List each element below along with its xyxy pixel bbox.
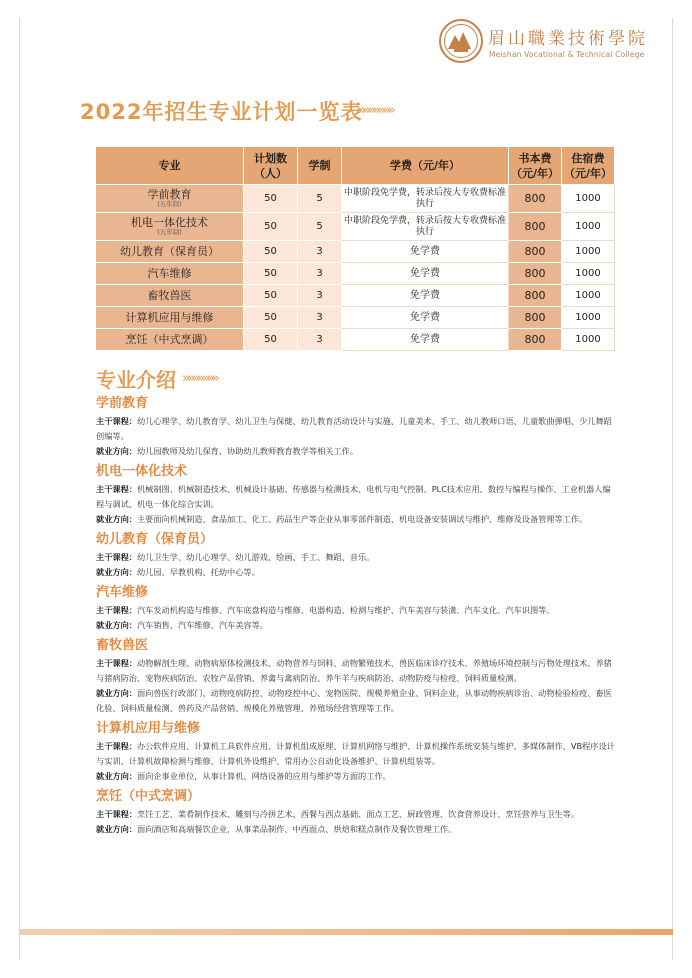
table-header-row [96, 147, 615, 185]
table-row [96, 285, 615, 307]
cell-years: 3 [298, 285, 342, 307]
college-name-cn: 眉山職業技術學院 [488, 29, 648, 49]
major-heading: 汽车维修 [96, 585, 149, 600]
cell-major [96, 213, 244, 241]
major-block [96, 637, 616, 716]
major-heading: 幼儿教育（保育员） [96, 532, 214, 547]
cell-major: 汽车维修 [96, 263, 244, 285]
cell-tuition: 免学费 [342, 329, 509, 351]
courses-label: 主干课程： [96, 658, 137, 668]
courses-label: 主干课程： [96, 416, 137, 426]
courses-label: 主干课程： [96, 605, 137, 615]
courses-label: 主干课程： [96, 809, 137, 819]
cell-major: 计算机应用与维修 [96, 307, 244, 329]
major-heading: 烹饪（中式烹调） [96, 789, 201, 804]
cell-major [96, 185, 244, 213]
tuition-note: 中职阶段免学费，转录后按大专收费标准执行 [343, 215, 506, 237]
cell-books: 800 [509, 185, 562, 213]
cell-major: 烹饪（中式烹调） [96, 329, 244, 351]
table-row [96, 329, 615, 351]
cell-dorm: 1000 [562, 285, 615, 307]
cell-tuition [342, 213, 509, 241]
footer-decoration-bar [19, 929, 673, 935]
col-header-major: 专业 [96, 147, 244, 185]
major-heading: 学前教育 [96, 396, 149, 411]
career-label: 就业方向： [96, 771, 137, 781]
courses-text: 幼儿卫生学、幼儿心理学、幼儿游戏、绘画、手工、舞蹈、音乐。 [136, 552, 375, 562]
major-courses [96, 414, 616, 444]
cell-plan: 50 [244, 185, 298, 213]
table-row [96, 213, 615, 241]
cell-books: 800 [509, 241, 562, 263]
col-header-books: 书本费（元/年） [509, 147, 562, 185]
cell-tuition: 免学费 [342, 307, 509, 329]
college-name-en: Meishan Vocational & Technical College [489, 50, 645, 59]
courses-text: 机械制图、机械制造技术、机械设计基础、传感器与检测技术、电机与电气控制、PLC技术应用、数控与编程与操作、工业机器人编程与调试、机电一体化综合实训。 [96, 484, 611, 509]
cell-years: 3 [298, 241, 342, 263]
college-logo [438, 18, 648, 74]
courses-text: 汽车发动机构造与维修、汽车底盘构造与维修、电器构造、检测与维护、汽车美容与装潢、汽车文化、汽车识图等。 [136, 605, 555, 615]
cell-years: 5 [298, 185, 342, 213]
courses-text: 动物解剖生理、动物病原体检测技术、动物营养与饲料、动物繁殖技术、兽医临床诊疗技术、养殖场环境控制与污物处理技术、养猪与猪病防治、宠物疾病防治、农牧产品营销、养禽与禽病防治、养牛羊与疾病防治、动物防疫与检疫、饲料质量检测。 [96, 658, 612, 683]
cell-years: 3 [298, 329, 342, 351]
career-label: 就业方向： [96, 567, 137, 577]
major-block [96, 531, 616, 580]
cell-dorm: 1000 [562, 185, 615, 213]
cell-dorm: 1000 [562, 307, 615, 329]
major-block [96, 720, 616, 784]
cell-plan: 50 [244, 241, 298, 263]
courses-text: 幼儿心理学、幼儿教育学、幼儿卫生与保健、幼儿教育活动设计与实施、儿童美术、手工、幼儿教师口语、儿童歌曲弹唱、少儿舞蹈创编等。 [96, 416, 612, 441]
major-note: (五年制) [157, 200, 182, 208]
cell-plan: 50 [244, 263, 298, 285]
cell-tuition: 免学费 [342, 241, 509, 263]
courses-label: 主干课程： [96, 484, 137, 494]
cell-books: 800 [509, 213, 562, 241]
table-row [96, 307, 615, 329]
section-title: 专业介绍 [96, 368, 176, 392]
major-heading: 计算机应用与维修 [96, 721, 201, 736]
career-label: 就业方向： [96, 514, 137, 524]
tuition-note: 中职阶段免学费，转录后按大专收费标准执行 [343, 187, 506, 209]
career-text: 幼儿园教师及幼儿保育、协助幼儿教师教育教学等相关工作。 [136, 446, 359, 456]
major-career [96, 822, 616, 837]
major-career [96, 512, 616, 527]
cell-plan: 50 [244, 213, 298, 241]
cell-plan: 50 [244, 329, 298, 351]
major-block [96, 584, 616, 633]
cell-dorm: 1000 [562, 263, 615, 285]
courses-label: 主干课程： [96, 552, 137, 562]
cell-plan: 50 [244, 285, 298, 307]
enrollment-plan-table [95, 146, 615, 351]
table-row [96, 263, 615, 285]
courses-text: 烹饪工艺、菜肴制作技术、雕刻与冷拼艺术、西餐与西点基础、面点工艺、厨政管理、饮食营养设计、烹饪营养与卫生等。 [136, 809, 580, 819]
major-block [96, 395, 616, 459]
career-text: 面向酒店和高端餐饮企业，从事菜品制作、中西面点、烘焙和糕点制作及餐饮管理工作。 [136, 824, 457, 834]
cell-books: 800 [509, 263, 562, 285]
cell-tuition [342, 185, 509, 213]
career-text: 面向兽医行政部门、动物疫病防控、动物疫控中心、宠物医院、规模养殖企业、饲料企业，从事动物疾病诊治、动物检验检疫、畜医化验、饲料质量检测、兽药及产品营销、规模化养殖管理、养殖场经营管理等工作。 [96, 688, 612, 713]
major-courses [96, 656, 616, 686]
table-row [96, 241, 615, 263]
career-text: 幼儿园、早教机构、托幼中心等。 [136, 567, 260, 577]
career-label: 就业方向： [96, 824, 137, 834]
cell-major: 幼儿教育（保育员） [96, 241, 244, 263]
major-courses [96, 807, 616, 822]
cell-years: 3 [298, 307, 342, 329]
cell-years: 5 [298, 213, 342, 241]
col-header-years: 学制 [298, 147, 342, 185]
title-chevron-decoration: »»»»»»» [358, 103, 393, 118]
major-block [96, 463, 616, 527]
career-label: 就业方向： [96, 446, 137, 456]
major-career [96, 686, 616, 716]
major-name: 机电一体化技术 [131, 216, 208, 229]
cell-dorm: 1000 [562, 213, 615, 241]
col-header-plan: 计划数（人） [244, 147, 298, 185]
courses-label: 主干课程： [96, 741, 137, 751]
page-title: 2022年招生专业计划一览表 [80, 100, 363, 124]
cell-tuition: 免学费 [342, 263, 509, 285]
major-career [96, 618, 616, 633]
section-chevron-decoration: »»»»»»» [182, 371, 217, 386]
cell-years: 3 [298, 263, 342, 285]
major-note: (五年制) [157, 228, 182, 236]
major-introductions [96, 395, 616, 841]
career-label: 就业方向： [96, 688, 137, 698]
major-heading: 畜牧兽医 [96, 638, 149, 653]
courses-text: 办公软件应用、计算机工具软件应用、计算机组成原理、计算机网络与维护、计算机操作系统安装与维护、多媒体制作、VB程序设计与实训、计算机故障检测与维修、计算机外设维护、常用办公自动化设备维护、计算机组装等。 [96, 741, 615, 766]
career-text: 主要面向机械制造、食品加工、化工、药品生产等企业从事零部件制造、机电设备安装调试与维护、维修及设备管理等工作。 [136, 514, 588, 524]
cell-books: 800 [509, 329, 562, 351]
major-career [96, 565, 616, 580]
table-row [96, 185, 615, 213]
career-label: 就业方向： [96, 620, 137, 630]
cell-tuition: 免学费 [342, 285, 509, 307]
major-courses [96, 603, 616, 618]
major-courses [96, 739, 616, 769]
col-header-dorm: 住宿费（元/年） [562, 147, 615, 185]
major-courses [96, 482, 616, 512]
cell-dorm: 1000 [562, 241, 615, 263]
cell-plan: 50 [244, 307, 298, 329]
major-career [96, 769, 616, 784]
cell-dorm: 1000 [562, 329, 615, 351]
col-header-tuition: 学费（元/年） [342, 147, 509, 185]
cell-books: 800 [509, 285, 562, 307]
career-text: 面向企事业单位，从事计算机、网络设备的应用与维护等方面的工作。 [136, 771, 391, 781]
college-seal-icon [438, 18, 484, 64]
major-heading: 机电一体化技术 [96, 464, 188, 479]
major-block [96, 788, 616, 837]
cell-books: 800 [509, 307, 562, 329]
major-name: 学前教育 [147, 188, 192, 201]
cell-major: 畜牧兽医 [96, 285, 244, 307]
major-career [96, 444, 616, 459]
major-courses [96, 550, 616, 565]
career-text: 汽车销售、汽车维修、汽车美容等。 [136, 620, 268, 630]
